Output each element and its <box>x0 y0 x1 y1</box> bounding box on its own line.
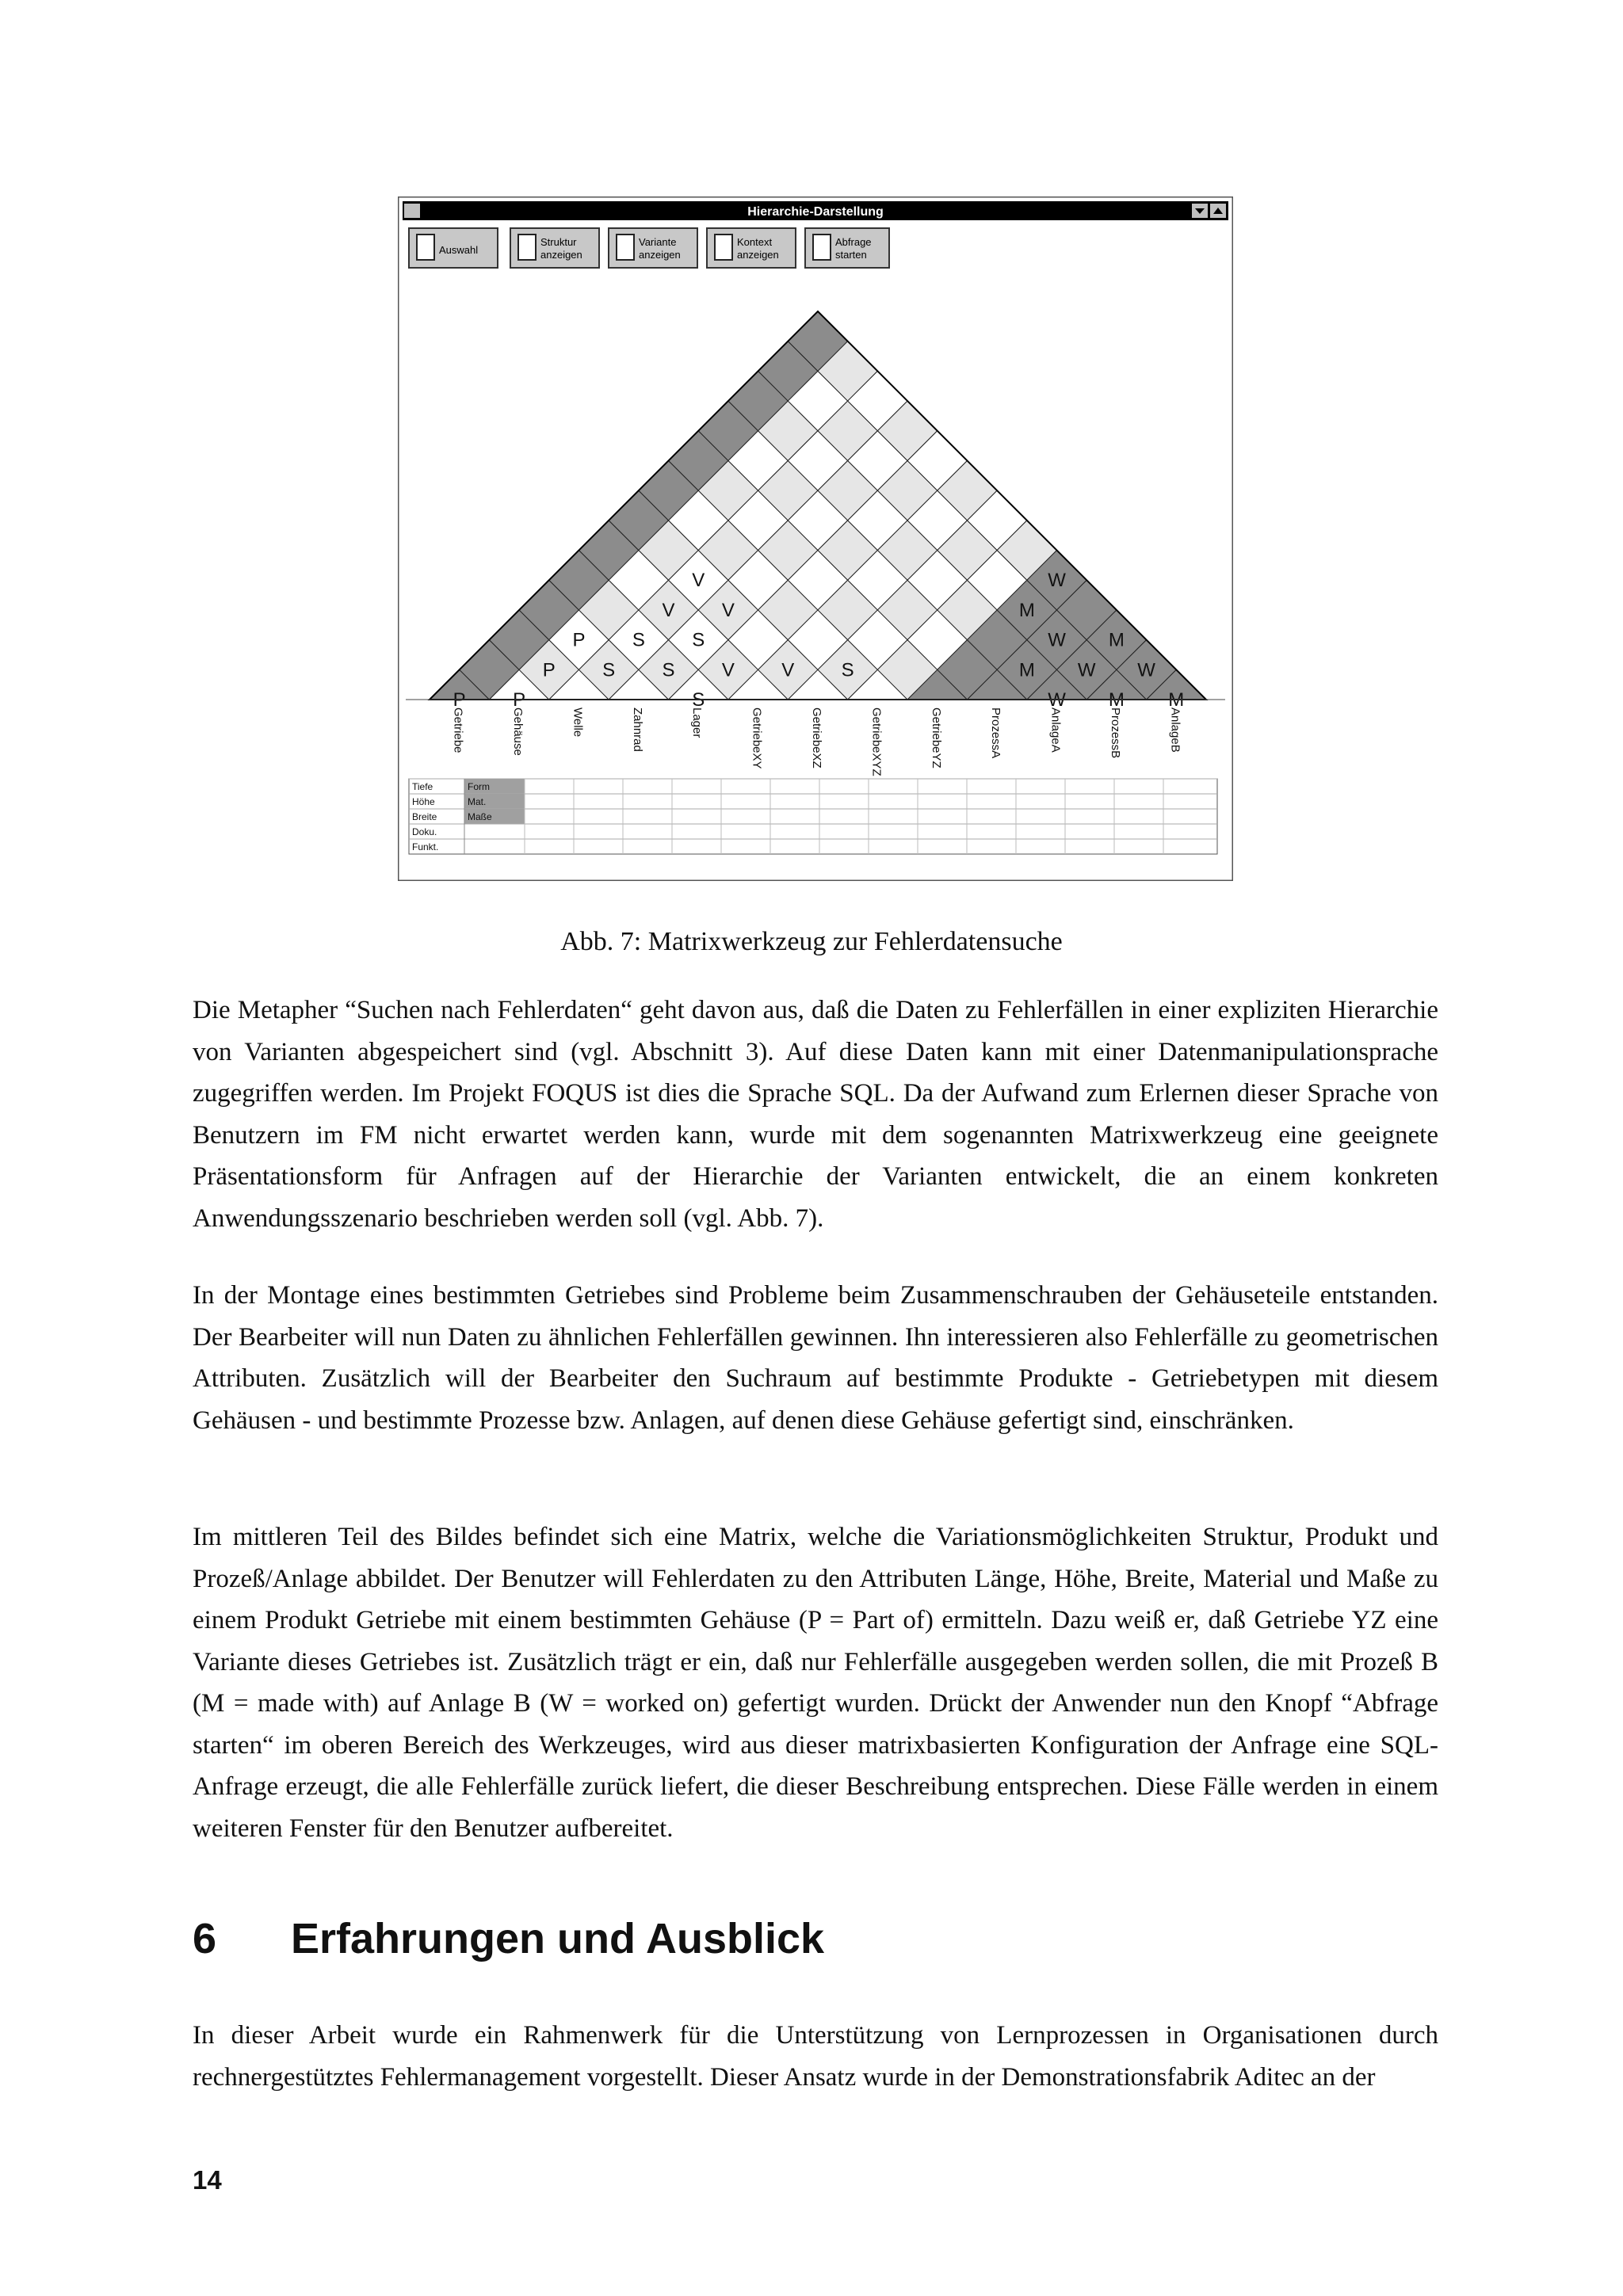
paragraph: In der Montage eines bestimmten Getriebes sind Probleme beim Zusammenschrauben der Gehäuseteile entstanden. Der Bearbeiter will nun Daten zu ähnlichen Fehlerfällen gewinnen. Ihn interessieren also Fehlerfälle zu geometrischen Attributen. Zusätzlich will der Bearbeiter den Suchraum auf bestimmte Produkte - Getriebetypen mit diesem Gehäusen - und bestimmte Prozesse bzw. Anlagen, auf denen diese Gehäuse gefertigt sind, einschränken. <box>193 1281 1438 1435</box>
matrix-mark: M <box>1168 689 1185 711</box>
column-label: GetriebeYZ <box>929 707 943 769</box>
attribute-grid-frame <box>409 779 1217 854</box>
matrix-mark: W <box>1048 689 1066 711</box>
toolbar-button-0[interactable] <box>409 228 498 268</box>
document-icon <box>715 235 732 260</box>
matrix-mark: S <box>632 629 645 651</box>
matrix-mark: M <box>1108 629 1125 651</box>
attribute-name: Breite <box>412 811 437 822</box>
matrix-mark: P <box>542 659 556 681</box>
section-number: 6 <box>193 1915 217 1962</box>
matrix-mark: W <box>1137 659 1155 681</box>
toolbar-button-2[interactable] <box>609 228 697 268</box>
section-title: Erfahrungen und Ausblick <box>291 1915 825 1962</box>
matrix-mark: W <box>1048 629 1066 651</box>
matrix-mark: M <box>1018 599 1035 621</box>
attribute-value: Mat. <box>468 796 487 807</box>
column-label: GetriebeXZ <box>810 707 823 769</box>
button-label: Variante <box>639 236 677 248</box>
matrix-mark: M <box>1108 689 1125 711</box>
matrix-mark: M <box>1018 659 1035 681</box>
column-label: Lager <box>690 707 705 738</box>
lightbulb-icon <box>813 235 831 260</box>
paragraph: Im mittleren Teil des Bildes befindet sich eine Matrix, welche die Variationsmöglichkeiten Struktur, Produkt und Prozeß/Anlage abbildet. Der Benutzer will Fehlerdaten zu den Attributen Länge, Höhe, Breite, Material und Maße zu einem Produkt Getriebe mit einem bestimmten Gehäuse (P = Part of) ermitteln. Dazu weiß er, daß Getriebe YZ eine Variante dieses Getriebes ist. Zusätzlich trägt er ein, daß nur Fehlerfälle ausgegeben werden sollen, die mit Prozeß B (M = made with) auf Anlage B (W = worked on) gefertigt wurden. Drückt der Anwender nun den Knopf “Abfrage starten“ im oberen Bereich des Werkzeuges, wird aus dieser matrixbasierten Konfiguration der Anfrage eine SQL-Anfrage erzeugt, die alle Fehlerfälle zurück liefert, die dieser Beschreibung entsprechen. Diese Fälle werden in einem weiteren Fenster für den Benutzer aufbereitet. <box>193 1523 1438 1843</box>
matrix-mark: P <box>572 629 586 651</box>
matrix-mark: V <box>721 659 735 681</box>
attribute-name: Höhe <box>412 796 435 807</box>
column-label: Gehäuse <box>511 707 525 756</box>
matrix-mark: V <box>781 659 795 681</box>
column-label: ProzessA <box>989 707 1003 759</box>
toolbar-button-4[interactable] <box>805 228 889 268</box>
matrix-mark: S <box>692 689 705 711</box>
column-label: Zahnrad <box>630 707 644 752</box>
matrix-mark: W <box>1077 659 1096 681</box>
matrix-mark: V <box>721 599 735 621</box>
button-label: Struktur <box>540 236 577 248</box>
attribute-value: Maße <box>468 811 492 822</box>
button-label: anzeigen <box>540 249 582 261</box>
figure-matrix-tool <box>398 196 1233 881</box>
button-label: anzeigen <box>737 249 779 261</box>
matrix-mark: P <box>513 689 526 711</box>
matrix-mark: V <box>662 599 675 621</box>
attribute-value: Form <box>468 781 490 792</box>
matrix-mark: V <box>692 570 705 592</box>
paragraph: In dieser Arbeit wurde ein Rahmenwerk für die Unterstützung von Lernprozessen in Organisationen durch rechnergestütztes Fehlermanagement vorgestellt. Dieser Ansatz wurde in der Demonstrationsfabrik Aditec an der <box>193 2021 1438 2092</box>
matrix-mark: S <box>692 629 705 651</box>
paragraph: Die Metapher “Suchen nach Fehlerdaten“ geht davon aus, daß die Daten zu Fehlerfällen in einer expliziten Hierarchie von Varianten abgespeichert sind (vgl. Abschnitt 3). Auf diese Daten kann mit einer Datenmanipulationsprache zugegriffen werden. Im Projekt FOQUS ist dies die Sprache SQL. Da der Aufwand zum Erlernen dieser Sprache von Benutzern im FM nicht erwartet werden kann, wurde mit dem sogenannten Matrixwerkzeug eine geeignete Präsentationsform für Anfragen auf der Hierarchie der Varianten entwickelt, die an einem konkreten Anwendungsszenario beschrieben werden soll (vgl. Abb. 7). <box>193 996 1438 1233</box>
document-icon <box>617 235 634 260</box>
page-number: 14 <box>193 2165 222 2195</box>
button-label: anzeigen <box>639 249 681 261</box>
column-label: GetriebeXYZ <box>869 707 884 776</box>
matrix-mark: W <box>1048 570 1066 592</box>
column-label: Getriebe <box>451 707 465 753</box>
toolbar-button-1[interactable] <box>510 228 599 268</box>
attribute-name: Tiefe <box>412 781 433 792</box>
attribute-grid <box>409 779 1217 854</box>
attribute-name: Funkt. <box>412 841 439 852</box>
window-title: Hierarchie-Darstellung <box>747 205 884 219</box>
button-label: Kontext <box>737 236 773 248</box>
column-label: ProzessB <box>1108 707 1122 759</box>
toolbar <box>409 228 889 268</box>
book-icon <box>417 235 434 260</box>
column-label: Welle <box>571 707 585 738</box>
column-label: GetriebeXY <box>750 707 764 769</box>
system-menu-button[interactable] <box>404 204 420 218</box>
button-label: Auswahl <box>439 244 479 256</box>
matrix-mark: S <box>662 659 675 681</box>
document-icon <box>518 235 536 260</box>
button-label: starten <box>835 249 867 261</box>
matrix-mark: S <box>602 659 616 681</box>
section-heading <box>193 1914 824 1963</box>
button-label: Abfrage <box>835 236 872 248</box>
column-label: AnlageA <box>1048 707 1063 753</box>
toolbar-button-3[interactable] <box>707 228 796 268</box>
figure-caption: Abb. 7: Matrixwerkzeug zur Fehlerdatensuche <box>560 927 1063 956</box>
column-label: AnlageB <box>1168 707 1182 753</box>
attribute-name: Doku. <box>412 826 437 837</box>
matrix-mark: P <box>453 689 466 711</box>
matrix-mark: S <box>841 659 854 681</box>
